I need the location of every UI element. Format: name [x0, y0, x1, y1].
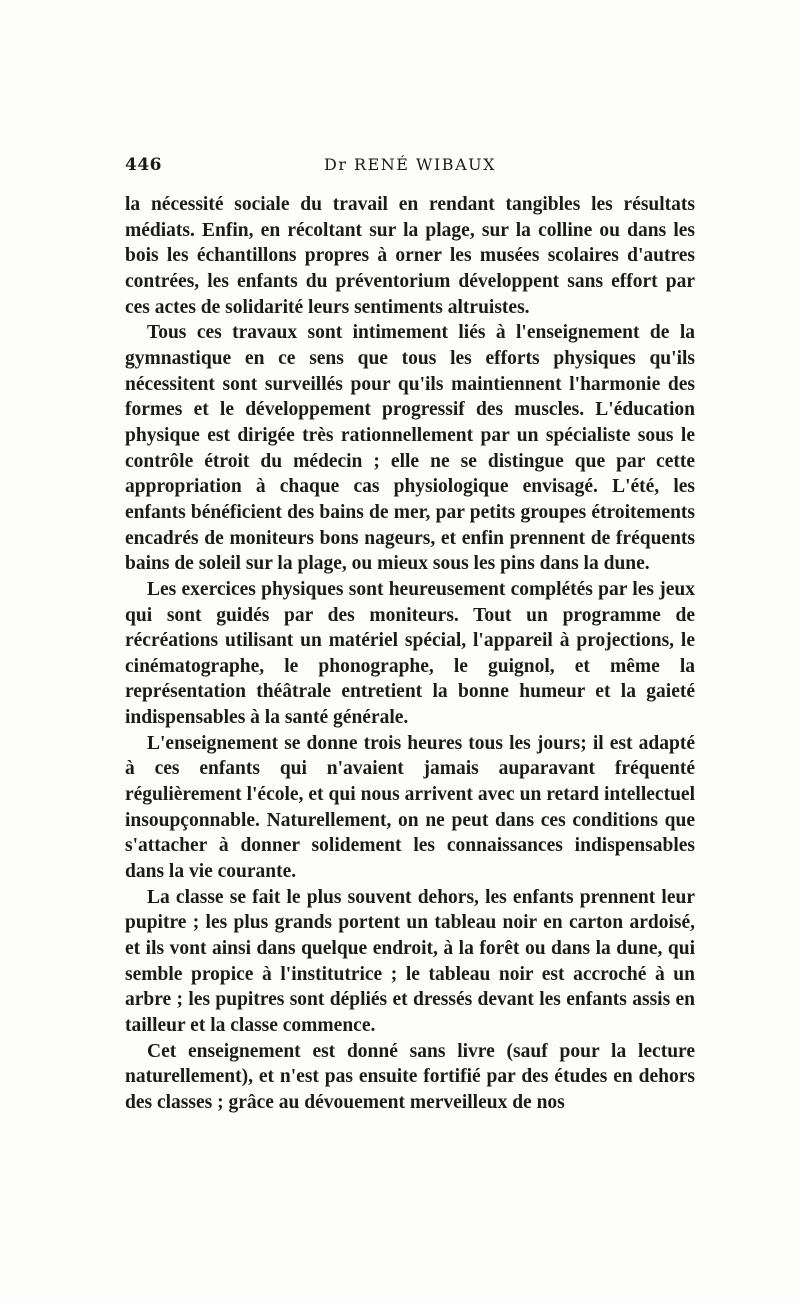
paragraph-4: L'enseignement se donne trois heures tous les jours; il est adapté à ces enfants qui n'avaient jamais auparavant fréquenté régulièrement l'école, et qui nous arrivent avec un retard intellectuel insoupçonnable. Naturellement, on ne peut dans ces conditions que s'attacher à donner solidement les connaissances indispensables dans la vie courante.: [125, 732, 695, 883]
paragraph-1: la nécessité sociale du travail en rendant tangibles les résultats médiats. Enfin, en récoltant sur la plage, sur la colline ou dans les bois les échantillons propres à orner les musées scolaires d'autres contrées, les enfants du préventorium développent sans effort par ces actes de solidarité leurs sentiments altruistes.: [125, 194, 695, 318]
page-number: 446: [125, 155, 162, 175]
paragraph-5: La classe se fait le plus souvent dehors, les enfants prennent leur pupitre ; les plus grands portent un tableau noir en carton ardoisé, et ils vont ainsi dans quelque endroit, à la forêt ou dans la dune, qui semble propice à l'institutrice ; le tableau noir est accroché à un arbre ; les pupitres sont dépliés et dressés devant les enfants assis en tailleur et la classe commence.: [125, 886, 695, 1036]
paragraph-6: Cet enseignement est donné sans livre (sauf pour la lecture naturellement), et n'est pas ensuite fortifié par des études en dehors des classes ; grâce au dévouement merveilleux de nos: [125, 1040, 695, 1113]
running-head: [125, 155, 695, 181]
body-text: [125, 192, 695, 1116]
author-header: Dr RENÉ WIBAUX: [323, 155, 496, 174]
paragraph-2: Tous ces travaux sont intimement liés à l'enseignement de la gymnastique en ce sens que tous les efforts physiques qu'ils nécessitent sont surveillés pour qu'ils maintiennent l'harmonie des formes et le développement progressif des muscles. L'éducation physique est dirigée très rationnellement par un spécialiste sous le contrôle étroit du médecin ; elle ne se distingue que par cette appropriation à chaque cas physiologique envisagé. L'été, les enfants bénéficient des bains de mer, par petits groupes étroitements encadrés de moniteurs bons nageurs, et enfin prennent de fréquents bains de soleil sur la plage, ou mieux sous les pins dans la dune.: [125, 322, 695, 575]
paragraph-3: Les exercices physiques sont heureusement complétés par les jeux qui sont guidés par des moniteurs. Tout un programme de récréations utilisant un matériel spécial, l'appareil à projections, le cinématographe, le phonographe, le guignol, et même la représentation théâtrale entretient la bonne humeur et la gaieté indispensables à la santé générale.: [125, 578, 695, 729]
